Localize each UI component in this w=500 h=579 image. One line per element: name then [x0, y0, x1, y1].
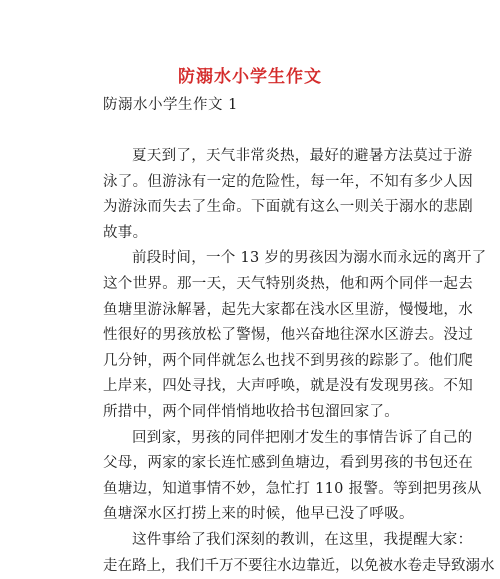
paragraph-2-line-4: 性很好的男孩放松了警惕，他兴奋地往深水区游去。没过 [103, 327, 473, 344]
document-title: 防溺水小学生作文 [178, 67, 322, 87]
paragraph-3-line-4: 鱼塘深水区打捞上来的时候，他早已没了呼吸。 [103, 506, 414, 523]
paragraph-3-line-1: 回到家，男孩的同伴把刚才发生的事情告诉了自己的 [132, 429, 473, 446]
paragraph-2-line-3: 鱼塘里游泳解暑，起先大家都在浅水区里游，慢慢地，水 [103, 301, 473, 318]
paragraph-1-line-1: 夏天到了，天气非常炎热，最好的避暑方法莫过于游 [132, 148, 473, 164]
paragraph-4-line-2-partial: 走在路上，我们千万不要往水边靠近，以免被水卷走导致溺水 [103, 557, 495, 574]
paragraph-1-line-3: 为游泳而失去了生命。下面就有这么一则关于溺水的悲剧 [103, 199, 473, 216]
paragraph-1-line-4: 故事。 [103, 224, 148, 241]
paragraph-2-line-7: 所措中，两个同伴悄悄地收拾书包溜回家了。 [103, 403, 399, 420]
paragraph-3-line-2: 父母，两家的家长连忙感到鱼塘边，看到男孩的书包还在 [103, 455, 473, 472]
paragraph-1-line-2: 泳了。但游泳有一定的危险性，每一年，不知有多少人因 [103, 173, 473, 190]
paragraph-3-line-3: 鱼塘边，知道事情不妙，急忙打 110 报警。等到把男孩从 [103, 480, 482, 497]
paragraph-2-line-6: 上岸来，四处寻找，大声呼唤，就是没有发现男孩。不知 [103, 378, 473, 395]
document-body [103, 144, 495, 574]
paragraph-4-line-1: 这件事给了我们深刻的教训，在这里，我提醒大家： [132, 531, 473, 548]
paragraph-2-line-1: 前段时间，一个 13 岁的男孩因为溺水而永远的离开了 [132, 250, 487, 267]
paragraph-2-line-5: 几分钟，两个同伴就怎么也找不到男孩的踪影了。他们爬 [103, 352, 473, 369]
document-subtitle: 防溺水小学生作文 1 [103, 97, 238, 113]
paragraph-2-line-2: 这个世界。那一天，天气特别炎热，他和两个同伴一起去 [103, 275, 473, 292]
